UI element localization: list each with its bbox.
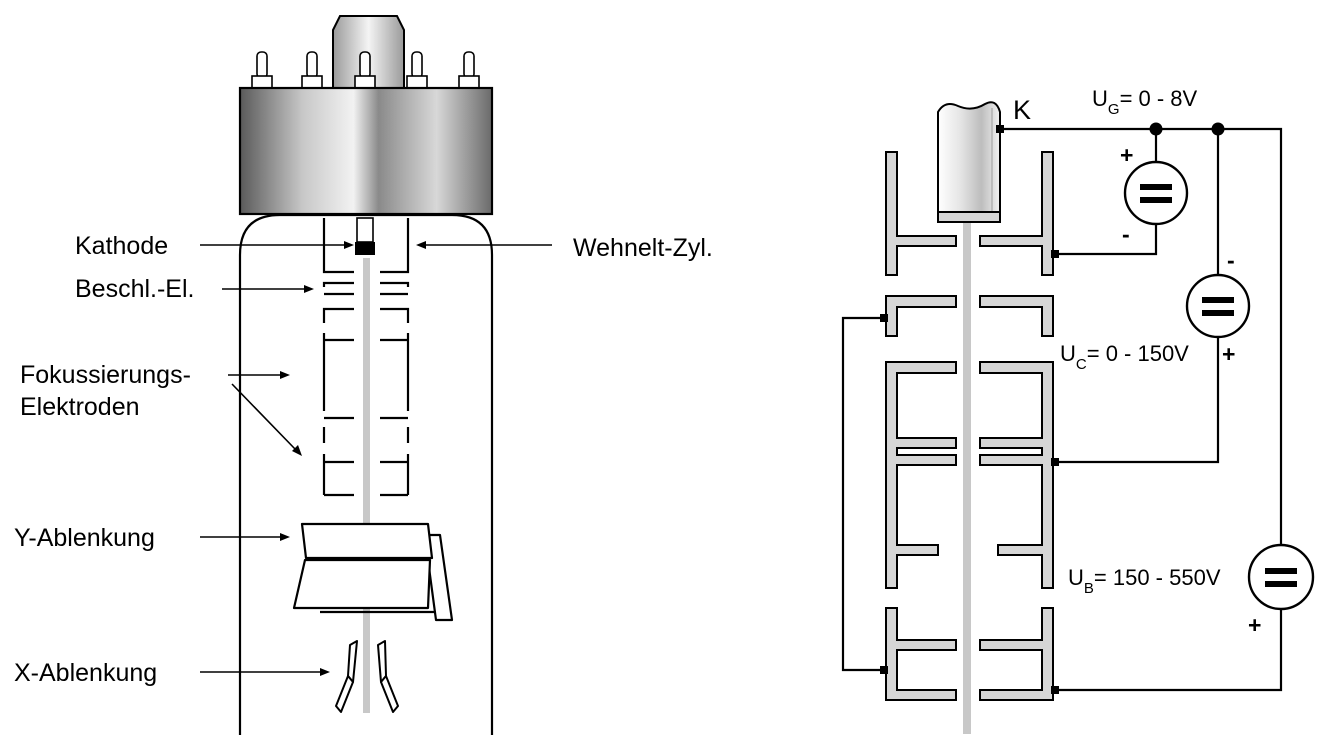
uc-plus: +	[1222, 341, 1236, 367]
label-x-deflection: X-Ablenkung	[14, 659, 158, 687]
electron-beam	[363, 258, 370, 713]
label-y-deflection: Y-Ablenkung	[14, 524, 155, 552]
label-uc: $U_C= 0 - 150V$	[1060, 341, 1189, 373]
label-ug: $U_G= 0 - 8V$	[1092, 86, 1198, 118]
junction-node	[1150, 123, 1163, 136]
source-ug	[1125, 162, 1187, 224]
label-cathode: Kathode	[75, 232, 169, 260]
label-accel: Beschl.-El.	[75, 275, 195, 303]
label-focus-line1: Fokussierungs-	[20, 361, 191, 389]
ug-minus: -	[1122, 221, 1130, 247]
cathode-stem	[357, 218, 373, 242]
label-focus-line2: Elektroden	[20, 393, 140, 421]
y-deflection-plates	[294, 524, 452, 620]
ub-plus: +	[1248, 612, 1262, 638]
circuit-wires	[843, 129, 1281, 690]
label-wehnelt: Wehnelt-Zyl.	[573, 234, 713, 262]
uc-minus: -	[1227, 247, 1235, 273]
label-k: K	[1013, 95, 1032, 125]
base-pins	[252, 52, 479, 88]
ug-plus: +	[1120, 142, 1134, 168]
circuit-schematic	[843, 86, 1313, 734]
source-uc	[1187, 275, 1249, 337]
label-ub: $U_B= 150 - 550V$	[1068, 565, 1221, 597]
source-ub	[1249, 545, 1313, 609]
tube-base	[240, 16, 492, 214]
circuit-cathode	[938, 102, 1000, 222]
circuit-beam	[963, 222, 971, 734]
junction-node	[1212, 123, 1225, 136]
cathode-tip	[355, 242, 375, 255]
